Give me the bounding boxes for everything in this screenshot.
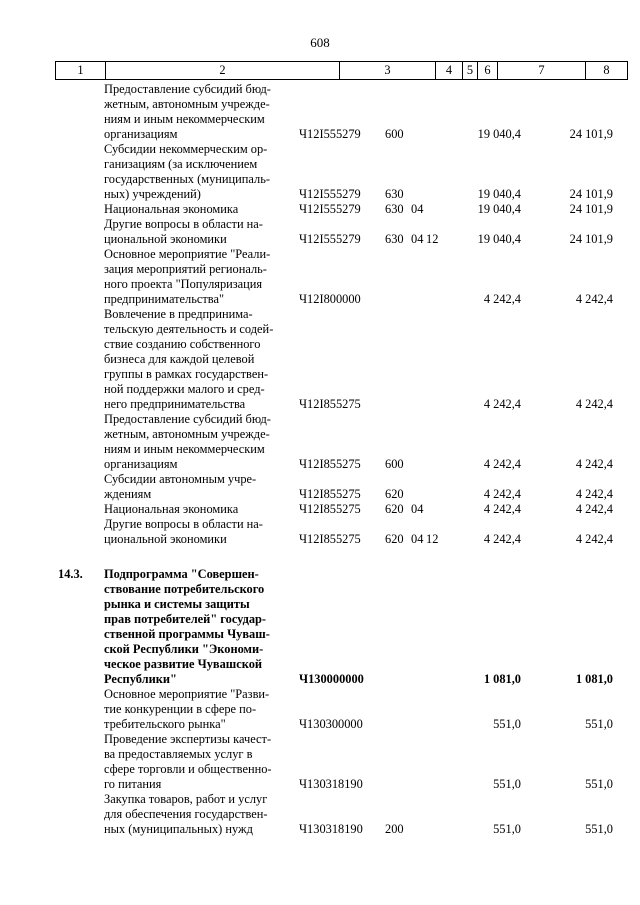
row-value-2022: 1 081,0 [575, 672, 613, 686]
row-name-line: жетным, автономным учрежде- [104, 97, 270, 111]
table-row [0, 142, 640, 202]
row-name-line: Национальная экономика [104, 502, 239, 516]
table-row [0, 247, 640, 307]
row-value-2022: 4 242,4 [575, 487, 613, 501]
row-value-2021: 19 040,4 [477, 202, 521, 216]
row-name-line: тельскую деятельность и содей- [104, 322, 274, 336]
row-expense-type: 620 [385, 532, 404, 546]
table-row [0, 202, 640, 217]
row-name-line: Национальная экономика [104, 202, 239, 216]
row-value-2021: 4 242,4 [483, 397, 521, 411]
row-name [104, 82, 278, 142]
row-name [104, 732, 278, 792]
row-value-2021: 19 040,4 [477, 187, 521, 201]
row-value-2021: 551,0 [493, 777, 521, 791]
row-value-2021: 551,0 [493, 822, 521, 836]
row-name-line: группы в рамках государствен- [104, 367, 269, 381]
header-col-3: 3 [340, 62, 436, 79]
row-name-line: Подпрограмма "Совершен- [104, 567, 259, 581]
table-row [0, 472, 640, 502]
row-name [104, 687, 278, 732]
row-name-line: тие конкуренции в сфере по- [104, 702, 257, 716]
row-name-line: Республики" [104, 672, 177, 686]
row-name [104, 517, 278, 547]
header-col-2: 2 [106, 62, 340, 79]
row-name [104, 217, 278, 247]
row-name-line: ниям и иным некоммерческим [104, 112, 265, 126]
row-code: Ч12I555279 [299, 232, 361, 246]
row-name [104, 412, 278, 472]
table-row [0, 217, 640, 247]
row-name [104, 202, 278, 217]
table-row [0, 567, 640, 687]
row-expense-type: 620 [385, 487, 404, 501]
row-name-line: ного проекта "Популяризация [104, 277, 263, 291]
row-code: Ч12I855275 [299, 502, 361, 516]
row-name-line: ческое развитие Чувашской [104, 657, 263, 671]
row-name-line: рынка и системы защиты [104, 597, 250, 611]
row-value-2022: 4 242,4 [575, 457, 613, 471]
row-code: Ч12I800000 [299, 292, 361, 306]
row-name-line: него предпринимательства [104, 397, 246, 411]
row-value-2022: 24 101,9 [569, 202, 613, 216]
row-name-line: Другие вопросы в области на- [104, 217, 263, 231]
row-value-2021: 551,0 [493, 717, 521, 731]
row-name-line: Вовлечение в предпринима- [104, 307, 253, 321]
row-name-line: жетным, автономным учрежде- [104, 427, 270, 441]
page-number: 608 [310, 35, 330, 50]
row-name [104, 792, 278, 837]
row-name-line: циональной экономики [104, 532, 227, 546]
row-expense-type: 630 [385, 232, 404, 246]
row-value-2021: 4 242,4 [483, 457, 521, 471]
row-value-2021: 4 242,4 [483, 532, 521, 546]
row-expense-type: 630 [385, 187, 404, 201]
row-name-line: ниям и иным некоммерческим [104, 442, 265, 456]
row-name-line: ствование потребительского [104, 582, 265, 596]
row-code: Ч130300000 [299, 717, 363, 731]
row-subsection: 12 [426, 532, 439, 546]
row-name-line: сфере торговли и общественно- [104, 762, 272, 776]
table-row [0, 792, 640, 837]
row-code: Ч12I855275 [299, 457, 361, 471]
row-expense-type: 620 [385, 502, 404, 516]
row-value-2021: 4 242,4 [483, 502, 521, 516]
row-value-2021: 1 081,0 [483, 672, 521, 686]
row-name-line: Проведение экспертизы качест- [104, 732, 272, 746]
row-name-line: для обеспечения государствен- [104, 807, 268, 821]
row-expense-type: 630 [385, 202, 404, 216]
row-code: Ч12I855275 [299, 487, 361, 501]
row-code: Ч12I555279 [299, 127, 361, 141]
row-name-line: ной поддержки малого и сред- [104, 382, 265, 396]
row-name-line: Основное мероприятие "Разви- [104, 687, 270, 701]
row-name-line: ганизациям (за исключением [104, 157, 258, 171]
row-name-line: прав потребителей" государ- [104, 612, 267, 626]
row-value-2022: 24 101,9 [569, 232, 613, 246]
header-col-7: 7 [498, 62, 586, 79]
row-name-line: го питания [104, 777, 162, 791]
row-name-line: Другие вопросы в области на- [104, 517, 263, 531]
row-expense-type: 600 [385, 127, 404, 141]
row-name [104, 567, 278, 687]
row-value-2021: 4 242,4 [483, 487, 521, 501]
row-value-2022: 4 242,4 [575, 532, 613, 546]
row-name-line: ствие созданию собственного [104, 337, 261, 351]
row-name-line: ской Республики "Экономи- [104, 642, 264, 656]
row-name-line: циональной экономики [104, 232, 227, 246]
row-value-2021: 19 040,4 [477, 232, 521, 246]
row-name-line: Предоставление субсидий бюд- [104, 82, 271, 96]
header-col-5: 5 [463, 62, 478, 79]
header-col-6: 6 [478, 62, 498, 79]
table-row [0, 82, 640, 142]
row-code: Ч12I555279 [299, 187, 361, 201]
row-name-line: Основное мероприятие "Реали- [104, 247, 271, 261]
row-code: Ч12I855275 [299, 532, 361, 546]
header-col-4: 4 [436, 62, 463, 79]
row-expense-type: 600 [385, 457, 404, 471]
header-col-1: 1 [56, 62, 106, 79]
row-name-line: бизнеса для каждой целевой [104, 352, 255, 366]
row-name-line: ва предоставляемых услуг в [104, 747, 253, 761]
row-name-line: организациям [104, 457, 178, 471]
row-name [104, 247, 278, 307]
row-name-line: зация мероприятий региональ- [104, 262, 267, 276]
row-name-line: Закупка товаров, работ и услуг [104, 792, 268, 806]
row-code: Ч130000000 [299, 672, 364, 686]
table-row [0, 502, 640, 517]
row-value-2022: 4 242,4 [575, 502, 613, 516]
row-name [104, 502, 278, 517]
header-col-8: 8 [603, 63, 610, 77]
row-value-2022: 4 242,4 [575, 397, 613, 411]
row-code: Ч130318190 [299, 777, 363, 791]
row-name-line: Предоставление субсидий бюд- [104, 412, 271, 426]
table-row [0, 412, 640, 472]
row-section: 04 [411, 532, 424, 546]
table-row [0, 687, 640, 732]
row-value-2022: 551,0 [585, 777, 613, 791]
row-number: 14.3. [58, 567, 83, 581]
row-value-2022: 24 101,9 [569, 127, 613, 141]
row-expense-type: 200 [385, 822, 404, 836]
row-value-2022: 551,0 [585, 717, 613, 731]
row-name-line: государственных (муниципаль- [104, 172, 270, 186]
row-name-line: Субсидии автономным учре- [104, 472, 257, 486]
row-name-line: ждениям [104, 487, 152, 501]
row-code: Ч12I855275 [299, 397, 361, 411]
table-row [0, 517, 640, 547]
row-value-2022: 551,0 [585, 822, 613, 836]
row-value-2021: 4 242,4 [483, 292, 521, 306]
row-value-2022: 4 242,4 [575, 292, 613, 306]
row-section: 04 [411, 232, 424, 246]
row-name-line: ных) учреждений) [104, 187, 201, 201]
table-row [0, 732, 640, 792]
row-value-2022: 24 101,9 [569, 187, 613, 201]
row-name-line: предпринимательства" [104, 292, 225, 306]
row-name-line: ных (муниципальных) нужд [104, 822, 253, 836]
row-section: 04 [411, 502, 424, 516]
row-name [104, 307, 278, 412]
row-name-line: ственной программы Чуваш- [104, 627, 270, 641]
row-name [104, 472, 278, 502]
row-subsection: 12 [426, 232, 439, 246]
table-row [0, 307, 640, 412]
row-section: 04 [411, 202, 424, 216]
row-name-line: требительского рынка" [104, 717, 226, 731]
row-value-2021: 19 040,4 [477, 127, 521, 141]
row-code: Ч130318190 [299, 822, 363, 836]
row-code: Ч12I555279 [299, 202, 361, 216]
row-name-line: организациям [104, 127, 178, 141]
row-name [104, 142, 278, 202]
row-name-line: Субсидии некоммерческим ор- [104, 142, 268, 156]
table-header [55, 61, 628, 80]
